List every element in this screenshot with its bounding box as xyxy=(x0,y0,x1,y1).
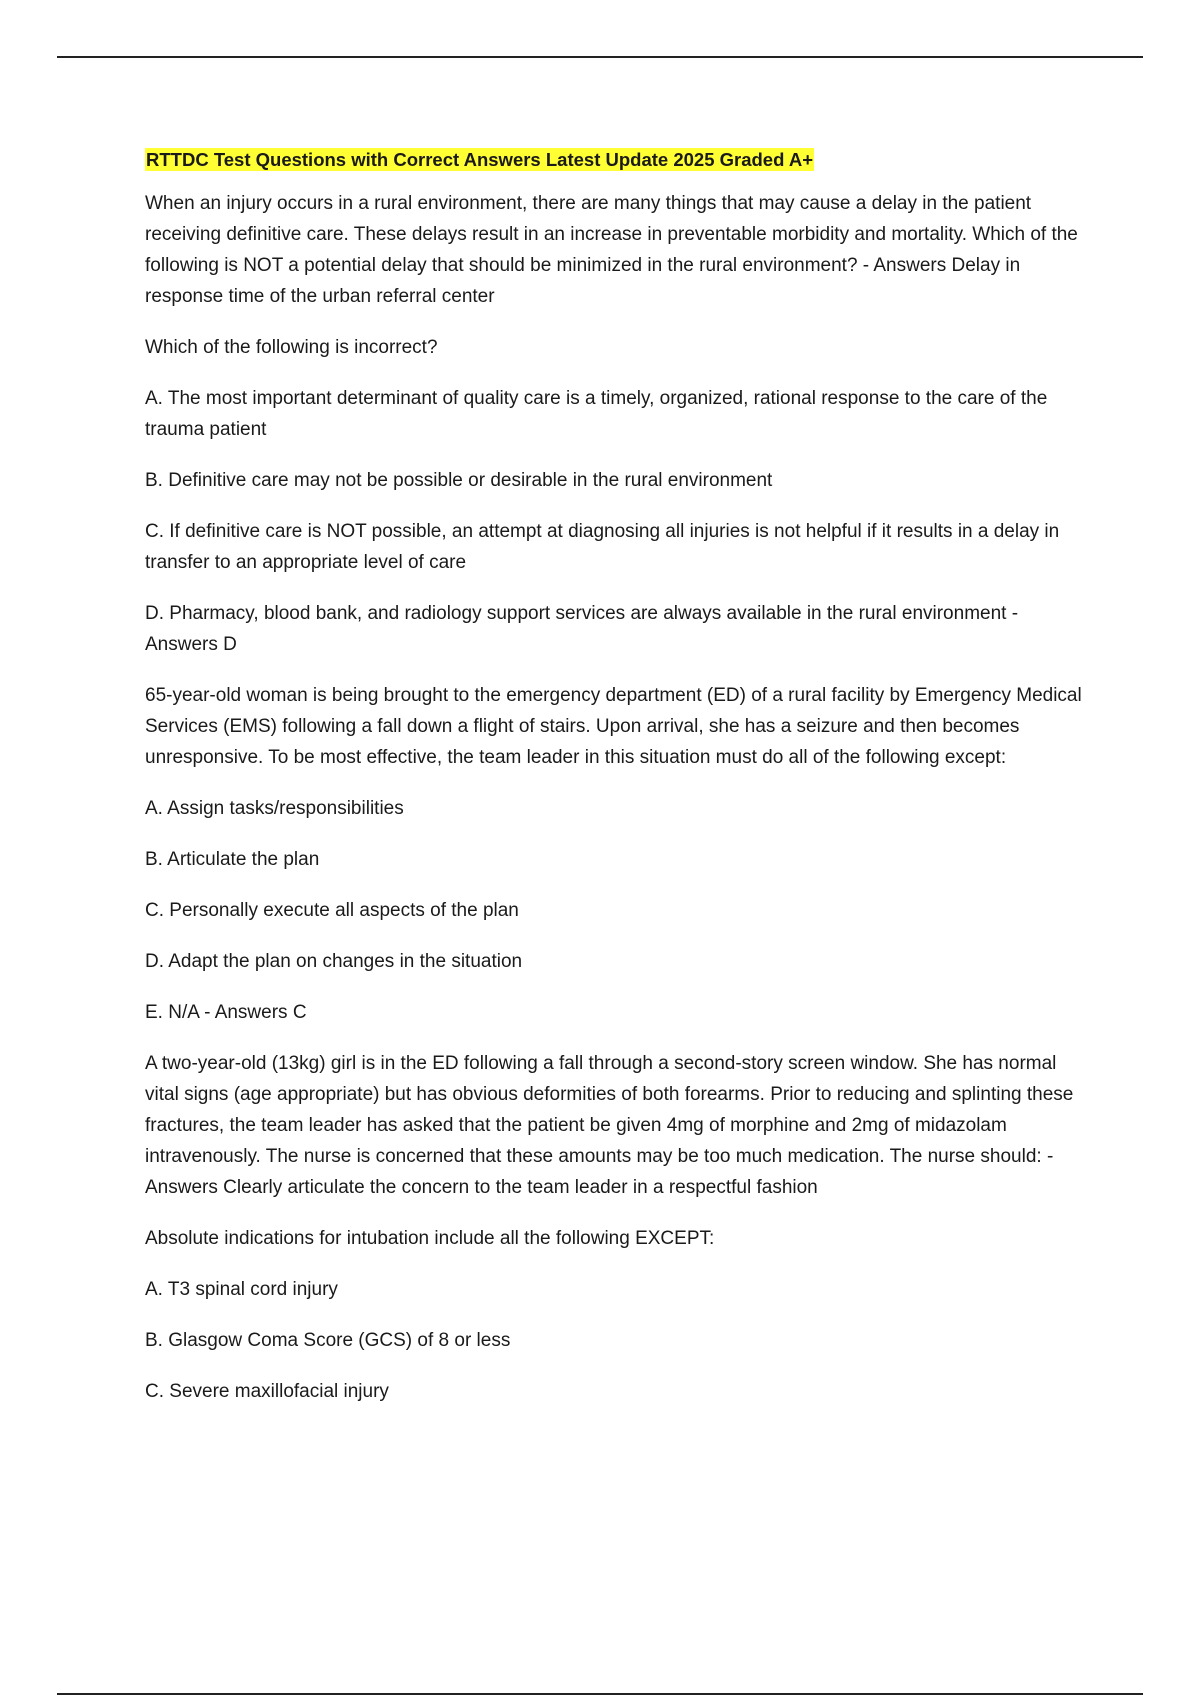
document-title: RTTDC Test Questions with Correct Answers Latest Update 2025 Graded A+ xyxy=(146,149,814,170)
question-2-option-b: B. Definitive care may not be possible or desirable in the rural environment xyxy=(145,470,773,491)
question-5-option-c: C. Severe maxillofacial injury xyxy=(145,1381,389,1402)
question-2-option-c: C. If definitive care is NOT possible, an attempt at diagnosing all injuries is not helpful if it results in a delay in transfer to an appropriate level of care xyxy=(145,521,1060,573)
question-3-option-d: D. Adapt the plan on changes in the situation xyxy=(145,951,523,972)
footer-rule xyxy=(57,1693,1143,1695)
title-container xyxy=(145,144,1085,175)
question-2-option-a: A. The most important determinant of quality care is a timely, organized, rational response to the care of the trauma patient xyxy=(145,388,1048,440)
question-3-stem: 65-year-old woman is being brought to the emergency department (ED) of a rural facility by Emergency Medical Services (EMS) following a fall down a flight of stairs. Upon arrival, she has a seizure and then becomes unresponsive. To be most effective, the team leader in this situation must do all of the following except: xyxy=(145,685,1082,768)
question-4: A two-year-old (13kg) girl is in the ED following a fall through a second-story screen window. She has normal vital signs (age appropriate) but has obvious deformities of both forearms. Prior to reducing and splinting these fractures, the team leader has asked that the patient be given 4mg of morphine and 2mg of midazolam intravenously. The nurse is concerned that these amounts may be too much medication. The nurse should: - Answers Clearly articulate the concern to the team leader in a respectful fashion xyxy=(145,1053,1074,1198)
question-5-option-b: B. Glasgow Coma Score (GCS) of 8 or less xyxy=(145,1330,511,1351)
question-3-option-e: E. N/A - Answers C xyxy=(145,1002,307,1023)
question-5-stem: Absolute indications for intubation include all the following EXCEPT: xyxy=(145,1228,715,1249)
question-3-option-c: C. Personally execute all aspects of the plan xyxy=(145,900,519,921)
question-2-stem: Which of the following is incorrect? xyxy=(145,337,438,358)
question-2-option-d: D. Pharmacy, blood bank, and radiology support services are always available in the rural environment - Answers D xyxy=(145,603,1019,655)
question-3-option-a: A. Assign tasks/responsibilities xyxy=(145,798,404,819)
question-5-option-a: A. T3 spinal cord injury xyxy=(145,1279,338,1300)
question-1: When an injury occurs in a rural environment, there are many things that may cause a delay in the patient receiving definitive care. These delays result in an increase in preventable morbidity and mortality. Which of the following is NOT a potential delay that should be minimized in the rural environment? - Answers Delay in response time of the urban referral center xyxy=(145,193,1078,307)
question-3-option-b: B. Articulate the plan xyxy=(145,849,320,870)
document-body xyxy=(145,144,1085,1427)
header-rule xyxy=(57,56,1143,58)
